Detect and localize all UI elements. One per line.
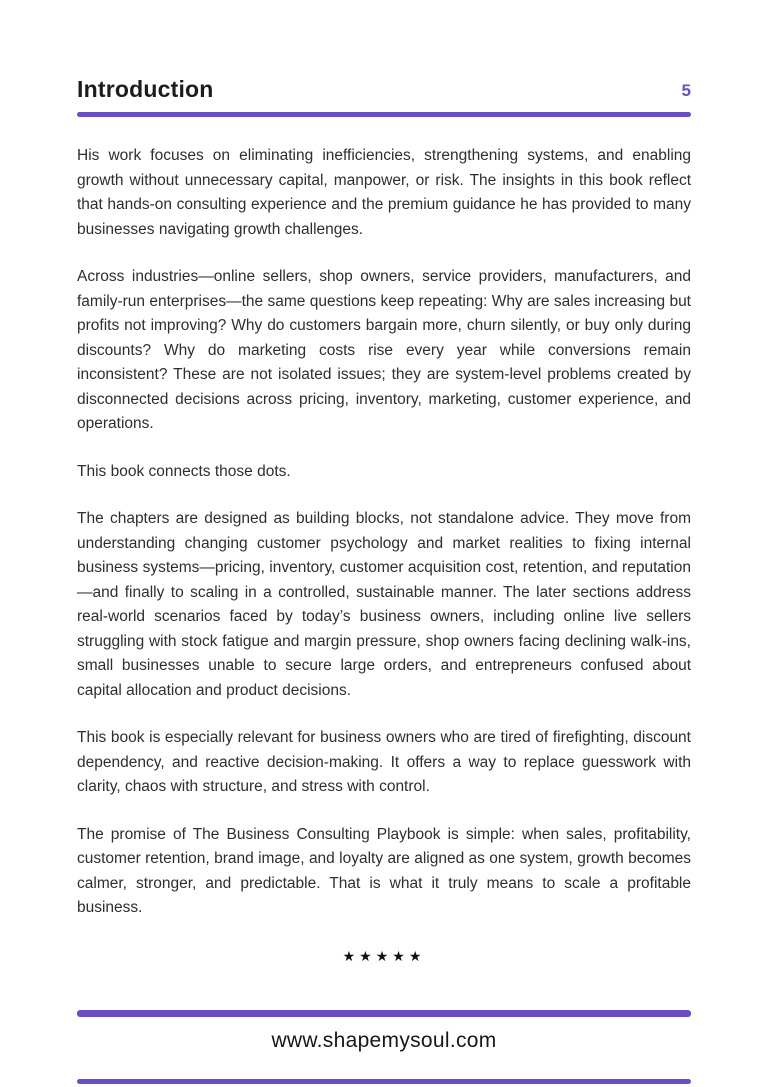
paragraph-1: His work focuses on eliminating inefficiencies, strengthening systems, and enabling growth without unnecessary capital, manpower, or risk. The insights in this book reflect that hands-on consulting experience and the premium guidance he has provided to many businesses navigating growth challenges. (77, 147, 691, 238)
page-header (77, 76, 691, 103)
paragraph-3: This book connects those dots. (77, 462, 291, 480)
page-title: Introduction (77, 76, 214, 102)
page-number: 5 (681, 81, 691, 100)
paragraph-5: This book is especially relevant for business owners who are tired of firefighting, discount dependency, and reactive decision-making. It offers a way to replace guesswork with clarity, chaos with structure, and stress with control. (77, 729, 691, 795)
paragraph-6: The promise of The Business Consulting Playbook is simple: when sales, profitability, customer retention, brand image, and loyalty are aligned as one system, growth becomes calmer, stronger, and predictable. That is what it truly means to scale a profitable business. (77, 825, 691, 916)
star-separator: ★★★★★ (342, 947, 426, 964)
header-divider (77, 112, 691, 117)
page-content (77, 0, 691, 968)
paragraph-4: The chapters are designed as building blocks, not standalone advice. They move from understanding changing customer psychology and market realities to fixing internal business systems—pricing, inventory, customer acquisition cost, retention, and reputation—and finally to scaling in a controlled, sustainable manner. The later sections address real-world scenarios faced by today’s business owners, including online live sellers struggling with stock fatigue and margin pressure, shop owners facing declining walk-ins, small businesses unable to secure large orders, and entrepreneurs confused about capital allocation and product decisions. (77, 510, 691, 699)
footer-divider-top (77, 1010, 691, 1017)
body-text (77, 144, 691, 968)
website-url: www.shapemysoul.com (271, 1029, 497, 1052)
paragraph-2: Across industries—online sellers, shop owners, service providers, manufacturers, and family-run enterprises—the same questions keep repeating: Why are sales increasing but profits not improving? Why do customers bargain more, churn silently, or buy only during discounts? Why do marketing costs rise every year while conversions remain inconsistent? These are not isolated issues; they are system-level problems created by disconnected decisions across pricing, inventory, marketing, customer experience, and operations. (77, 268, 691, 432)
footer-divider-bottom (77, 1079, 691, 1084)
